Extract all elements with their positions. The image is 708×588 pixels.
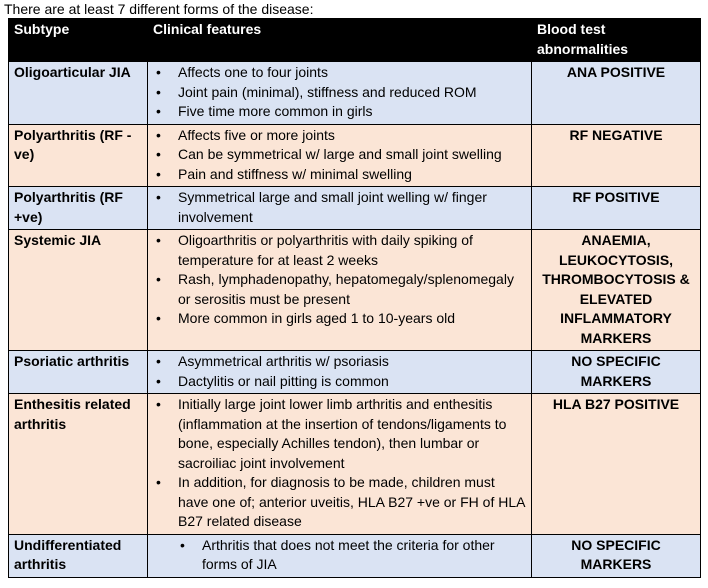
feature-item: • Oligoarthritis or polyarthritis with daily spiking of temperature for at least 2 weeks [153, 231, 526, 270]
table-row [9, 230, 701, 351]
table-row [9, 124, 701, 187]
feature-list [153, 395, 526, 532]
subtype-cell: Undifferentiated arthritis [9, 534, 148, 577]
feature-item: • Symmetrical large and small joint welling w/ finger involvement [153, 188, 526, 227]
feature-item: • Initially large joint lower limb arthritis and enthesitis (inflammation at the insertion of tendons/ligaments to bone, especially Achilles tendon), then lumbar or sacroiliac joint involvement [153, 395, 526, 473]
blood-test-cell: ANAEMIA, LEUKOCYTOSIS, THROMBOCYTOSIS & ELEVATED INFLAMMATORY MARKERS [532, 230, 701, 351]
feature-item: • Pain and stiffness w/ minimal swelling [153, 165, 526, 185]
intro-text: There are at least 7 different forms of the disease: [4, 1, 314, 17]
feature-list [153, 352, 526, 391]
feature-item: • Dactylitis or nail pitting is common [153, 372, 526, 392]
feature-item: • Arthritis that does not meet the criteria for other forms of JIA [153, 536, 526, 575]
subtype-cell: Polyarthritis (RF -ve) [9, 124, 148, 187]
feature-item: • Five time more common in girls [153, 102, 526, 122]
feature-item: • More common in girls aged 1 to 10-years old [153, 309, 526, 329]
feature-list [153, 536, 526, 575]
feature-list [153, 63, 526, 122]
feature-item: • Can be symmetrical w/ large and small joint swelling [153, 145, 526, 165]
feature-list [153, 126, 526, 185]
header-blood-test: Blood test abnormalities [532, 19, 701, 62]
header-clinical-features: Clinical features [148, 19, 532, 62]
blood-test-cell: RF NEGATIVE [532, 124, 701, 187]
table-row [9, 394, 701, 535]
subtype-cell: Enthesitis related arthritis [9, 394, 148, 535]
subtype-cell: Oligoarticular JIA [9, 62, 148, 125]
feature-item: • Affects one to four joints [153, 63, 526, 83]
table-row [9, 62, 701, 125]
subtype-cell: Polyarthritis (RF +ve) [9, 187, 148, 230]
table-body [9, 62, 701, 578]
feature-item: • Joint pain (minimal), stiffness and reduced ROM [153, 83, 526, 103]
feature-item: • In addition, for diagnosis to be made, children must have one of; anterior uveitis, HLA B27 +ve or FH of HLA B27 related disease [153, 473, 526, 532]
feature-list [153, 231, 526, 329]
jia-subtypes-table [8, 18, 701, 578]
blood-test-cell: NO SPECIFIC MARKERS [532, 534, 701, 577]
subtype-cell: Systemic JIA [9, 230, 148, 351]
header-subtype: Subtype [9, 19, 148, 62]
clinical-features-cell [148, 534, 532, 577]
feature-item: • Rash, lymphadenopathy, hepatomegaly/splenomegaly or serositis must be present [153, 270, 526, 309]
table-header-row [9, 19, 701, 62]
table-row [9, 351, 701, 394]
clinical-features-cell [148, 62, 532, 125]
clinical-features-cell [148, 187, 532, 230]
blood-test-cell: HLA B27 POSITIVE [532, 394, 701, 535]
clinical-features-cell [148, 394, 532, 535]
table-row [9, 534, 701, 577]
table-row [9, 187, 701, 230]
clinical-features-cell [148, 351, 532, 394]
clinical-features-cell [148, 124, 532, 187]
blood-test-cell: NO SPECIFIC MARKERS [532, 351, 701, 394]
subtype-cell: Psoriatic arthritis [9, 351, 148, 394]
blood-test-cell: RF POSITIVE [532, 187, 701, 230]
feature-list [153, 188, 526, 227]
clinical-features-cell [148, 230, 532, 351]
feature-item: • Affects five or more joints [153, 126, 526, 146]
blood-test-cell: ANA POSITIVE [532, 62, 701, 125]
feature-item: • Asymmetrical arthritis w/ psoriasis [153, 352, 526, 372]
